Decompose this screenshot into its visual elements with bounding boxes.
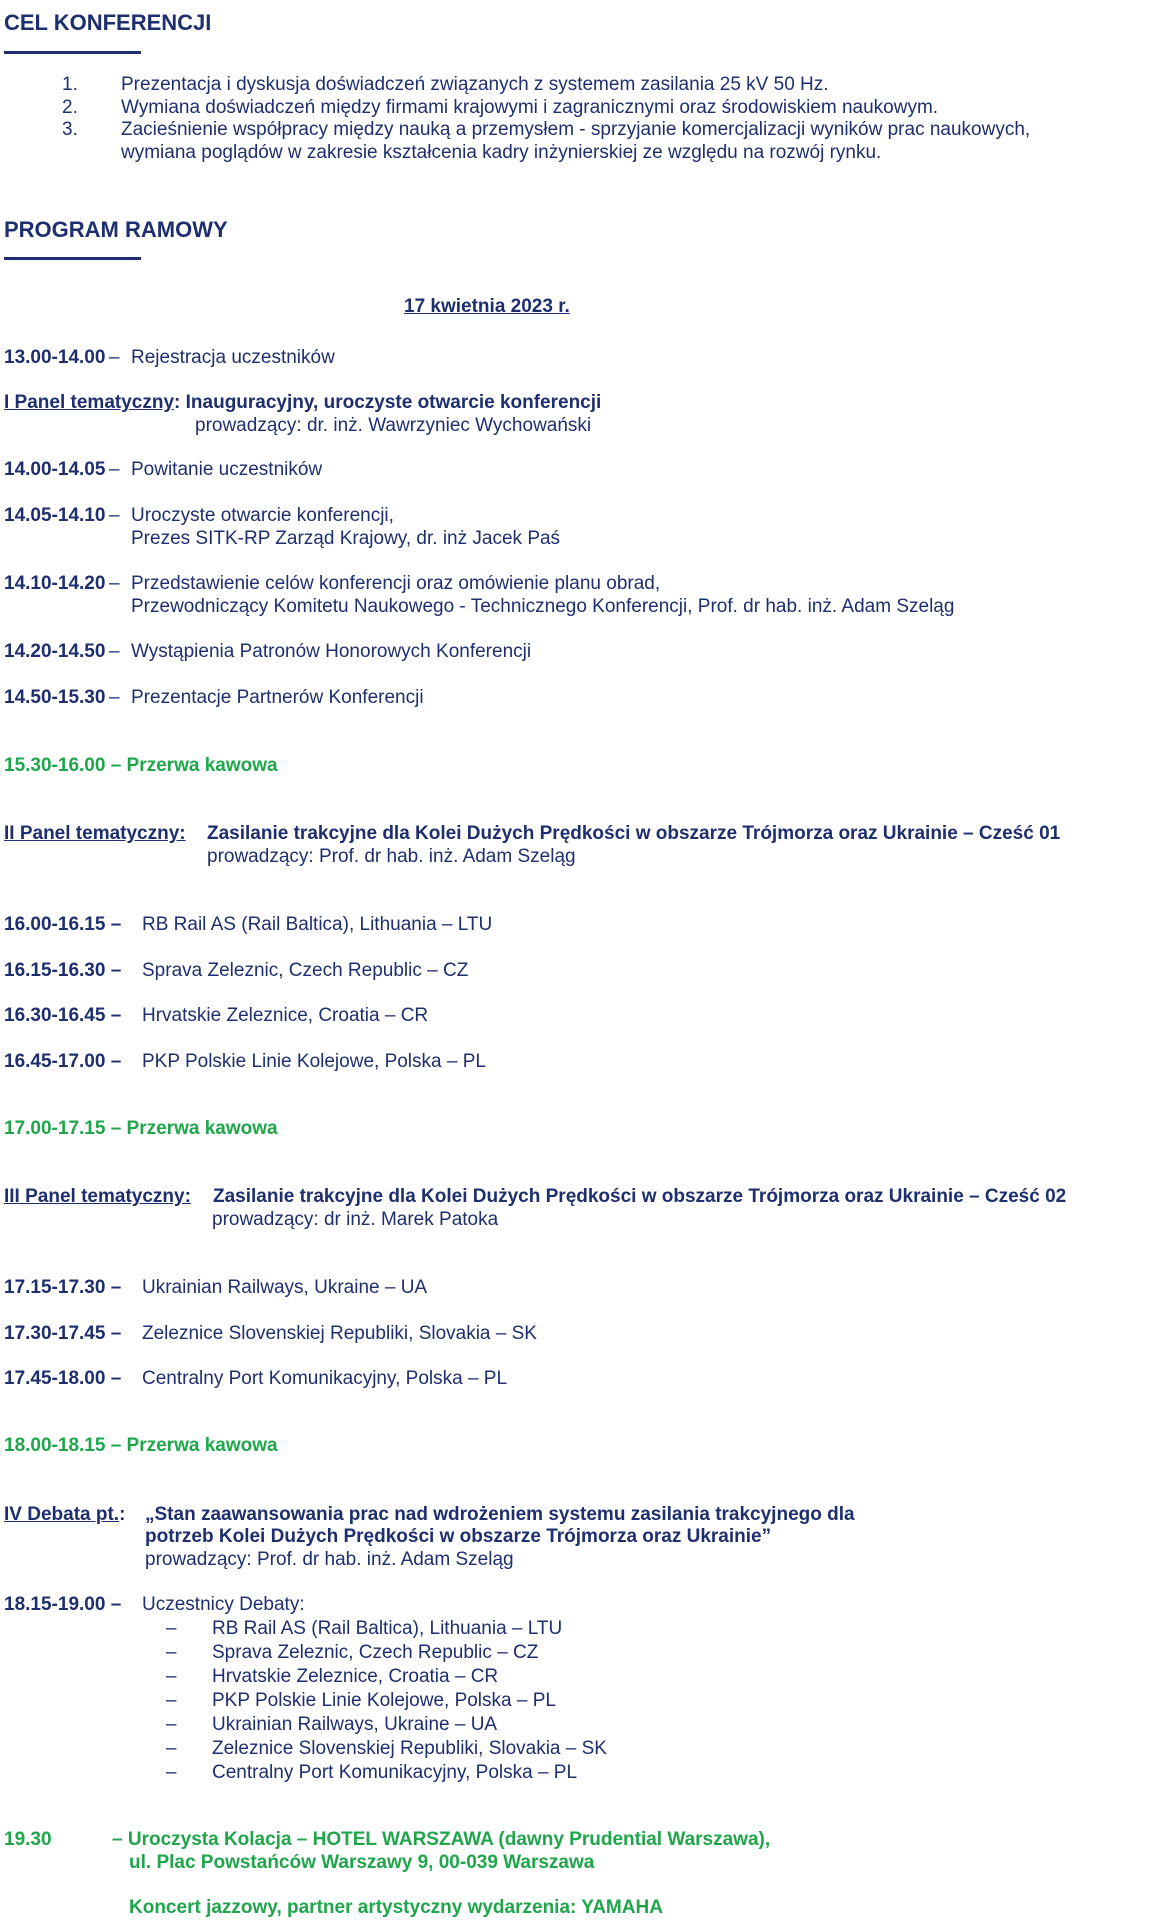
list-dash: – bbox=[166, 1618, 177, 1639]
panel-1-label: I Panel tematyczny bbox=[4, 392, 175, 413]
schedule-time: 14.50-15.30 bbox=[4, 687, 106, 708]
registration-time: 13.00-14.00 bbox=[4, 347, 106, 368]
panel-2-host: prowadzący: Prof. dr hab. inż. Adam Szeląg bbox=[207, 846, 576, 867]
schedule-text: Ukrainian Railways, Ukraine – UA bbox=[142, 1277, 428, 1298]
goal-text-continued: wymiana poglądów w zakresie kształcenia kadry inżynierskiej ze względu na rozwój rynku. bbox=[121, 142, 882, 163]
coffee-break-2: 17.00-17.15 – Przerwa kawowa bbox=[4, 1118, 278, 1139]
coffee-break-3: 18.00-18.15 – Przerwa kawowa bbox=[4, 1435, 278, 1456]
goals-heading-rule bbox=[4, 51, 141, 54]
schedule-text: RB Rail AS (Rail Baltica), Lithuania – LTU bbox=[142, 914, 493, 935]
debate-time: 18.15-19.00 – bbox=[4, 1594, 122, 1615]
panel-1-colon: : bbox=[174, 392, 181, 413]
participant-item: RB Rail AS (Rail Baltica), Lithuania – LTU bbox=[212, 1618, 563, 1639]
debate-colon: : bbox=[119, 1504, 126, 1525]
schedule-time: 16.00-16.15 – bbox=[4, 914, 122, 935]
goal-number: 3. bbox=[62, 119, 78, 140]
list-dash: – bbox=[166, 1642, 177, 1663]
panel-3-title: Zasilanie trakcyjne dla Kolei Dużych Prędkości w obszarze Trójmorza oraz Ukrainie – Cześć 02 bbox=[213, 1186, 1067, 1207]
goals-heading: CEL KONFERENCJI bbox=[4, 10, 212, 35]
schedule-time: 14.20-14.50 bbox=[4, 641, 106, 662]
dinner-time: 19.30 bbox=[4, 1829, 52, 1850]
panel-3-host: prowadzący: dr inż. Marek Patoka bbox=[212, 1209, 499, 1230]
list-dash: – bbox=[166, 1666, 177, 1687]
panel-2-title: Zasilanie trakcyjne dla Kolei Dużych Prędkości w obszarze Trójmorza oraz Ukrainie – Cześć 01 bbox=[207, 823, 1061, 844]
list-dash: – bbox=[166, 1714, 177, 1735]
schedule-time: 17.30-17.45 – bbox=[4, 1323, 122, 1344]
participant-item: PKP Polskie Linie Kolejowe, Polska – PL bbox=[212, 1690, 556, 1711]
schedule-text: Hrvatskie Zeleznice, Croatia – CR bbox=[142, 1005, 429, 1026]
schedule-text: Sprava Zeleznic, Czech Republic – CZ bbox=[142, 960, 469, 981]
goal-text: Wymiana doświadczeń między firmami krajowymi i zagranicznymi oraz środowiskiem naukowym. bbox=[121, 97, 939, 118]
list-dash: – bbox=[166, 1738, 177, 1759]
debate-label: IV Debata pt. bbox=[4, 1504, 120, 1525]
participant-item: Sprava Zeleznic, Czech Republic – CZ bbox=[212, 1642, 539, 1663]
debate-participants-label: Uczestnicy Debaty: bbox=[142, 1594, 305, 1615]
panel-1-header bbox=[4, 392, 601, 414]
schedule-text: Prezentacje Partnerów Konferencji bbox=[131, 687, 424, 708]
panel-1-title: Inauguracyjny, uroczyste otwarcie konferencji bbox=[180, 392, 602, 413]
panel-2-label: II Panel tematyczny: bbox=[4, 823, 186, 844]
program-date: 17 kwietnia 2023 r. bbox=[404, 296, 570, 317]
schedule-text-continued: Przewodniczący Komitetu Naukowego - Technicznego Konferencji, Prof. dr hab. inż. Adam Szeląg bbox=[131, 596, 955, 617]
registration-text: Rejestracja uczestników bbox=[131, 347, 335, 368]
schedule-text: Centralny Port Komunikacyjny, Polska – PL bbox=[142, 1368, 508, 1389]
dinner-address: ul. Plac Powstańców Warszawy 9, 00-039 Warszawa bbox=[129, 1852, 595, 1873]
concert-info: Koncert jazzowy, partner artystyczny wydarzenia: YAMAHA bbox=[129, 1897, 663, 1918]
goal-number: 1. bbox=[62, 74, 78, 95]
schedule-sep: – bbox=[109, 641, 120, 662]
goal-text: Zacieśnienie współpracy między nauką a przemysłem - sprzyjanie komercjalizacji wyników prac naukowych, bbox=[121, 119, 1031, 140]
goal-number: 2. bbox=[62, 97, 78, 118]
schedule-text-continued: Prezes SITK-RP Zarząd Krajowy, dr. inż Jacek Paś bbox=[131, 528, 561, 549]
registration-sep: – bbox=[109, 347, 120, 368]
debate-host: prowadzący: Prof. dr hab. inż. Adam Szeląg bbox=[145, 1549, 514, 1570]
schedule-text: Przedstawienie celów konferencji oraz omówienie planu obrad, bbox=[131, 573, 661, 594]
schedule-time: 14.05-14.10 bbox=[4, 505, 106, 526]
dinner-title: – Uroczysta Kolacja – HOTEL WARSZAWA (dawny Prudential Warszawa), bbox=[112, 1829, 771, 1850]
participant-item: Ukrainian Railways, Ukraine – UA bbox=[212, 1714, 498, 1735]
participant-item: Zeleznice Slovenskiej Republiki, Slovakia – SK bbox=[212, 1738, 607, 1759]
schedule-text: PKP Polskie Linie Kolejowe, Polska – PL bbox=[142, 1051, 486, 1072]
panel-3-label: III Panel tematyczny: bbox=[4, 1186, 191, 1207]
schedule-time: 14.00-14.05 bbox=[4, 459, 106, 480]
schedule-sep: – bbox=[109, 505, 120, 526]
schedule-sep: – bbox=[109, 687, 120, 708]
schedule-text: Powitanie uczestników bbox=[131, 459, 323, 480]
debate-header bbox=[4, 1504, 125, 1526]
schedule-text: Wystąpienia Patronów Honorowych Konferencji bbox=[131, 641, 532, 662]
debate-title-continued: potrzeb Kolei Dużych Prędkości w obszarze Trójmorza oraz Ukrainie” bbox=[145, 1526, 772, 1547]
schedule-sep: – bbox=[109, 459, 120, 480]
schedule-time: 16.45-17.00 – bbox=[4, 1051, 122, 1072]
list-dash: – bbox=[166, 1690, 177, 1711]
debate-title: „Stan zaawansowania prac nad wdrożeniem systemu zasilania trakcyjnego dla bbox=[145, 1504, 855, 1525]
program-heading-rule bbox=[4, 257, 141, 260]
participant-item: Hrvatskie Zeleznice, Croatia – CR bbox=[212, 1666, 499, 1687]
schedule-time: 17.15-17.30 – bbox=[4, 1277, 122, 1298]
participant-item: Centralny Port Komunikacyjny, Polska – PL bbox=[212, 1762, 578, 1783]
program-heading: PROGRAM RAMOWY bbox=[4, 217, 228, 242]
schedule-time: 17.45-18.00 – bbox=[4, 1368, 122, 1389]
schedule-time: 16.15-16.30 – bbox=[4, 960, 122, 981]
schedule-time: 16.30-16.45 – bbox=[4, 1005, 122, 1026]
schedule-text: Zeleznice Slovenskiej Republiki, Slovakia – SK bbox=[142, 1323, 537, 1344]
schedule-text: Uroczyste otwarcie konferencji, bbox=[131, 505, 394, 526]
panel-1-host: prowadzący: dr. inż. Wawrzyniec Wychowański bbox=[195, 415, 592, 436]
list-dash: – bbox=[166, 1762, 177, 1783]
goal-text: Prezentacja i dyskusja doświadczeń związanych z systemem zasilania 25 kV 50 Hz. bbox=[121, 74, 829, 95]
schedule-sep: – bbox=[109, 573, 120, 594]
schedule-time: 14.10-14.20 bbox=[4, 573, 106, 594]
coffee-break-1: 15.30-16.00 – Przerwa kawowa bbox=[4, 755, 278, 776]
